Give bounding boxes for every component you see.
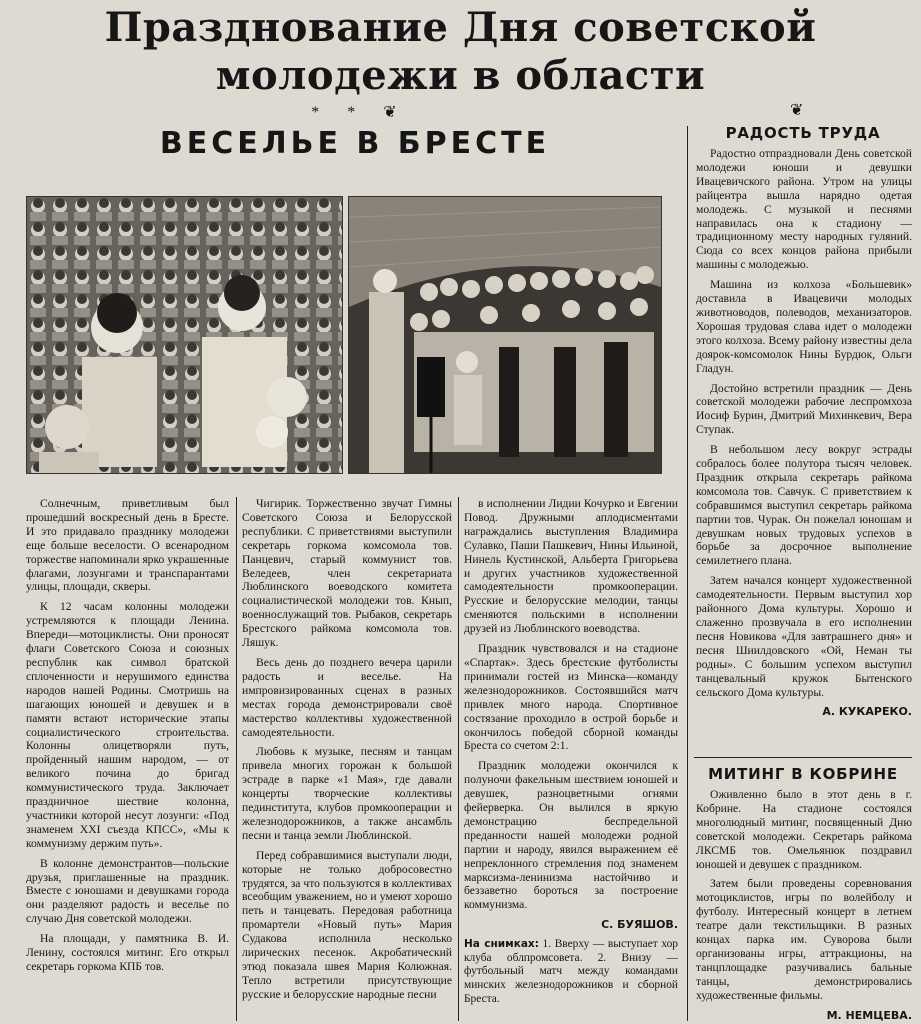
headline-line-1: Празднование Дня советской (104, 4, 817, 51)
main-paragraph: Солнечным, приветливым был прошедший воскресный день в Бресте. И это придавало празднику молодежи еще больше веселости. О всенародном торжестве напоминали ярко украшенные флагами, лозунгами и транспарантами улицы, площади, скверы. (26, 497, 229, 594)
headline-line-2: молодежи в области (215, 52, 706, 99)
main-paragraph: В колонне демонстрантов—польские друзья, приглашенные на праздник. Вместе с юношами и девушками города они разделяют радость и веселье по случаю Дня советской молодежи. (26, 856, 229, 926)
side-article-2-title: МИТИНГ В КОБРИНЕ (708, 765, 898, 783)
photo-caption (464, 938, 678, 1006)
main-paragraph: Перед собравшимися выступали люди, которые не только добросовестно трудятся, за что пользуются в коллективах всеобщим уважением, но и умеют хорошо петь и танцевать. Передовая работница промартели «Новый путь» Мария Судакова исполнила несколько лирических песенок. Акробатический этюд показала швея Мария Колюжная. Тепло встретили присутствующие русские и белорусские народные песни (242, 848, 452, 1001)
main-article-col-1 (26, 497, 229, 1021)
side-article-1-title: РАДОСТЬ ТРУДА (725, 124, 881, 142)
side-article-1-body (696, 147, 912, 747)
column-rule (236, 497, 237, 1021)
photo-choir-image (349, 197, 661, 473)
side-paragraph: Машина из колхоза «Большевик» доставила в Ивацевичи молодых животноводов, полеводов, механизаторов. Хорошая трудовая слава идет о молодежи этого колхоза. Всему району известны дела доярок-комсомолок Нины Бурдюк, Ольги Гладун. (696, 278, 912, 375)
side-article-2-signature: М. НЕМЦЕВА. (826, 1008, 912, 1021)
main-article-col-2 (242, 497, 452, 1021)
side-paragraph: Затем были проведены соревнования мотоциклистов, игры по волейболу и футболу. Интересный концерт в летнем театре дали текстильщики. В разных концах парка им. Суворова были организованы игры, аттракционы, на танцплощадке разучивались бальные танцы, демонстрировались художественные фильмы. (696, 877, 912, 1002)
main-paragraph: Праздник чувствовался и на стадионе «Спартак». Здесь брестские футболисты принимали гостей из Минска—команду железнодорожников. Состоявшийся матч привлек много народа. Спортивное состязание проходило в острой борьбе и окончилось победой сборной команды Бреста со счетом 2:1. (464, 642, 678, 753)
column-rule-side (687, 126, 688, 1021)
side-paragraph: Радостно отпраздновали День советской молодежи юноши и девушки Ивацевичского района. Утром на улицы райцентра вышла нарядно одетая молодежь. С музыкой и песнями направилась она к стадиону — традиционному месту народных гуляний. Сюда со всех концов района прибыли машины с молодежью. (696, 147, 912, 272)
main-paragraph: Любовь к музыке, песням и танцам привела многих горожан к большой эстраде в парке «1 Мая», где давали концерты творческие коллективы пединститута, клубов промкооперации и железнодорожников, а также ансамбль песни и танца земли Люблинской. (242, 745, 452, 842)
side-article-2-body (696, 788, 912, 1021)
ornament-stars: * * ❦ (311, 104, 409, 121)
main-article-col-3 (464, 497, 678, 1021)
main-paragraph: Весь день до позднего вечера царили радость и веселье. На импровизированных сценах в разных местах города демонстрировали своё мастерство коллективы художественной самодеятельности. (242, 655, 452, 739)
main-signature: С. БУЯШОВ. (601, 918, 678, 932)
main-paragraph: Праздник молодежи окончился к полуночи факельным шествием юношей и девушек, разноцветными огнями фейерверка. Он вылился в яркую демонстрацию беспредельной преданности нашей молодежи родной партии и народу, явился выражением её непреклонного стремления под знаменем марксизма-ленинизма настойчиво и беззаветно бороться за построение коммунизма. (464, 759, 678, 912)
sub-headline: ВЕСЕЛЬЕ В БРЕСТЕ (159, 126, 551, 161)
side-divider (694, 757, 912, 758)
side-article-1-signature: А. КУКАРЕКО. (822, 705, 912, 719)
side-paragraph: Затем начался концерт художественной самодеятельности. Первым выступил хор районного Дома культуры. Хорошо и слаженно прозвучала в его исполнении песня Новикова «Для завтрашнего дня» и песня Шиилдовского «Ой, Неман ты родны». С большим успехом выступил танцевальный кружок Бытенского сельского Дома культуры. (696, 574, 912, 699)
main-paragraph: Чигирик. Торжественно звучат Гимны Советского Союза и Белорусской республики. С приветствиями выступили секретарь горкома комсомола тов. Панцевич, старый коммунист тов. Веледеев, член секретариата Люблинского воеводского комитета социалистической молодежи тов. Кнып, военнослужащий тов. Рыбаков, секретарь Брестского райкома комсомола тов. Ляшук. (242, 497, 452, 650)
main-paragraph: На площади, у памятника В. И. Ленину, состоялся митинг. Его открыл секретарь горкома КПБ тов. (26, 932, 229, 973)
side-paragraph: Оживленно было в этот день в г. Кобрине. На стадионе состоялся многолюдный митинг, посвященный Дню советской молодежи. Секретарь райкома ЛКСМБ тов. Омельянюк поздравил юношей и девушек с праздником. (696, 788, 912, 871)
caption-text: 1. Вверху — выступает хор клуба облпромсовета. 2. Внизу — футбольный матч между командами минских железнодорожников и сборной Бреста. (464, 938, 678, 1005)
caption-label: На снимках: (464, 938, 539, 951)
main-paragraph: в исполнении Лидии Кочурко и Евгении Повод. Дружными аплодисментами награждались выступления Владимира Сулавко, Паши Пашкевич, Нины Ильиной, Нинель Кустинской, Альберта Григорьева и других участников художественной самодеятельности промкооперации. Русские и белорусские мелодии, танцы сменяются польскими в исполнении друзей из Люблинского воеводства. (464, 497, 678, 636)
photo-crowd-image (27, 197, 342, 473)
side-paragraph: Достойно встретили праздник — День советской молодежи рабочие леспромхоза Иосиф Бурин, Дмитрий Михинкевич, Вера Ступак. (696, 381, 912, 437)
photo-crowd (26, 196, 343, 474)
side-paragraph: В небольшом лесу вокруг эстрады собралось более полутора тысяч человек. Праздник открыла секретарь райкома комсомола тов. Савчук. С приветствием к собравшимся выступил секретарь райкома партии тов. Чурак. Он пожелал юношам и девушкам новых трудовых успехов в борьбе за досрочное выполнение семилетнего плана. (696, 443, 912, 568)
photo-choir (348, 196, 662, 474)
main-paragraph: К 12 часам колонны молодежи устремляются к площади Ленина. Впереди—мотоциклисты. Они проносят флаги Советского Союза и союзных республик как символ братской сплоченности и нерушимого единства народов нашей Родины. Смотришь на шагающих юношей и девушек и в памяти встают исторические этапы социалистического строительства. Колонны олицетворяли путь, пройденный нашим народом, — от великого почина до бригад коммунистического труда. Заключает праздничное шествие колонна, участники которой несут лозунги: «Под знаменем XXI съезда КПСС», «Мы к коммунизму держим путь». (26, 600, 229, 850)
ornament-side: ❦ (790, 102, 804, 119)
column-rule (458, 497, 459, 1021)
